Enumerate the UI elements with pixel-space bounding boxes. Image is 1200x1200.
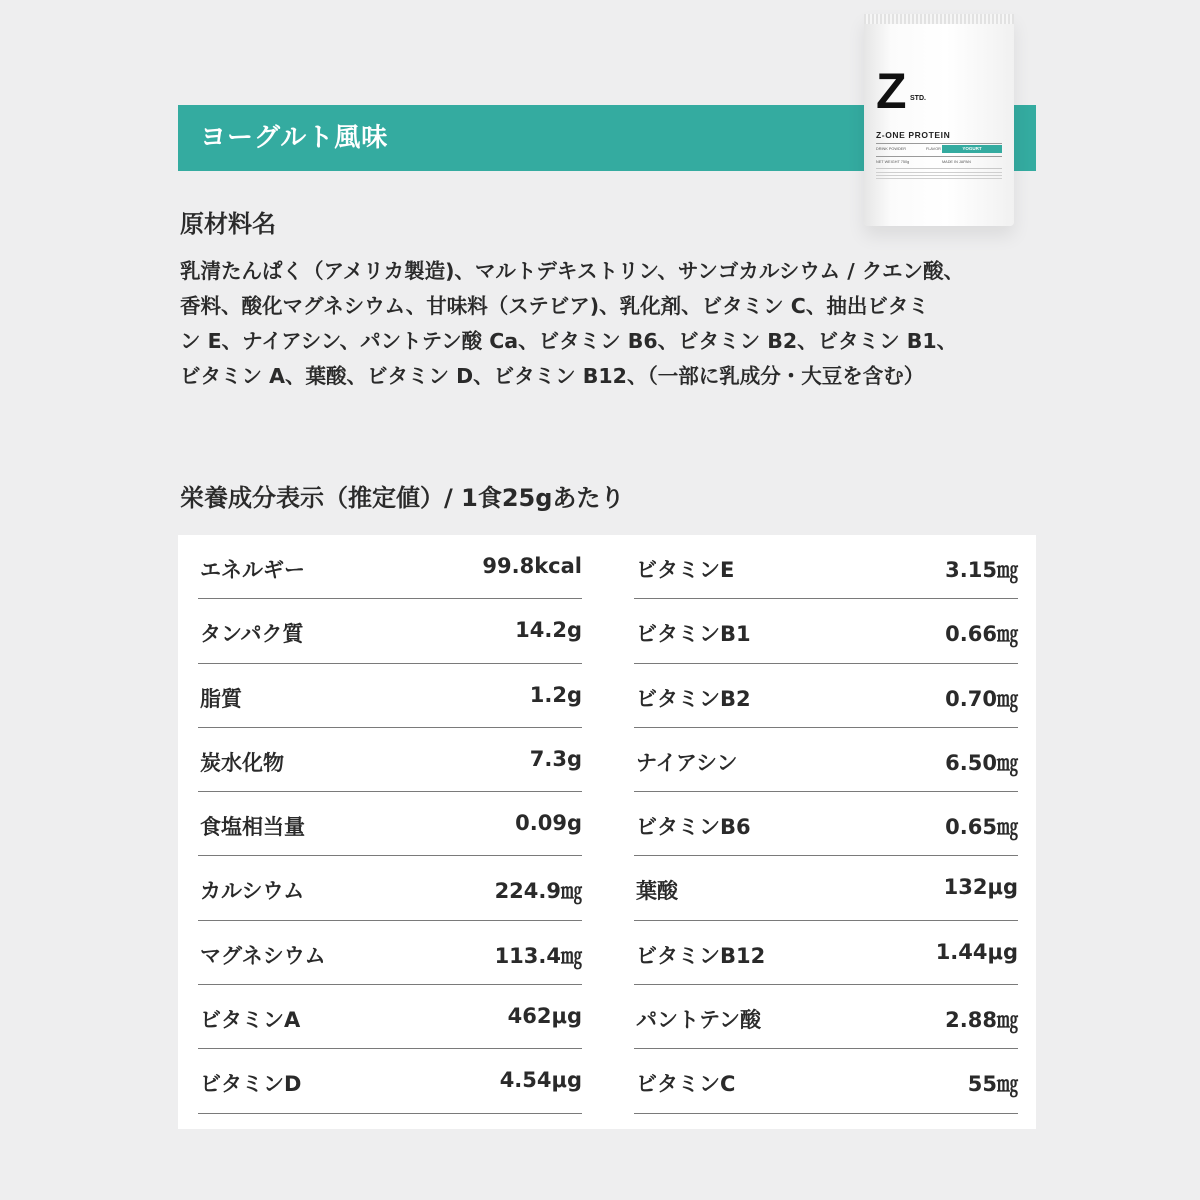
nutrition-row bbox=[198, 921, 582, 985]
nutrient-value: 3.15㎎ bbox=[945, 558, 1018, 582]
package-product-name: Z-ONE PROTEIN bbox=[876, 130, 951, 140]
nutrient-name: 葉酸 bbox=[636, 879, 678, 904]
nutrient-name: ビタミンB2 bbox=[636, 686, 751, 711]
nutrition-row bbox=[198, 664, 582, 728]
nutrition-row bbox=[634, 599, 1018, 663]
nutrition-heading: 栄養成分表示（推定値）/ 1食25gあたり bbox=[180, 484, 625, 512]
nutrition-row bbox=[634, 728, 1018, 792]
nutrition-row bbox=[198, 599, 582, 663]
nutrition-row bbox=[634, 856, 1018, 920]
package-flavor: YOGURT bbox=[942, 145, 1002, 153]
ingredients-text: 乳清たんぱく（アメリカ製造)、マルトデキストリン、サンゴカルシウム / クエン酸、 香料、酸化マグネシウム、甘味料（ステビア)、乳化剤、ビタミン C、抽出ビタミ ン E、ナイアシン、パントテン酸 Ca、ビタミン B6、ビタミン B2、ビタミン B1、 ビタミン A、葉酸、ビタミン D、ビタミン B12、（一部に乳成分・大豆を含む） bbox=[180, 259, 964, 388]
nutrient-name: カルシウム bbox=[200, 879, 305, 904]
nutrient-name: ビタミンB1 bbox=[636, 622, 751, 647]
nutrient-name: ビタミンD bbox=[200, 1072, 302, 1097]
nutrient-name: ナイアシン bbox=[636, 750, 738, 775]
nutrient-name: タンパク質 bbox=[200, 622, 304, 647]
nutrient-name: ビタミンC bbox=[636, 1072, 736, 1097]
nutrient-value: 0.09g bbox=[515, 811, 582, 836]
nutrition-row bbox=[198, 535, 582, 599]
package-weight: NET WEIGHT 750g bbox=[876, 160, 910, 164]
nutrition-row bbox=[198, 856, 582, 920]
nutrient-name: 脂質 bbox=[200, 686, 242, 711]
nutrition-row bbox=[634, 1049, 1018, 1113]
nutrition-row bbox=[634, 921, 1018, 985]
package-logo: Z bbox=[876, 63, 907, 119]
nutrition-row bbox=[198, 985, 582, 1049]
package-divider bbox=[876, 143, 1002, 144]
nutrient-name: マグネシウム bbox=[200, 943, 326, 968]
flavor-title: ヨーグルト風味 bbox=[200, 123, 389, 153]
nutrition-row bbox=[198, 728, 582, 792]
nutrition-row bbox=[198, 792, 582, 856]
nutrient-value: 55㎎ bbox=[967, 1072, 1018, 1097]
nutrient-name: ビタミンA bbox=[200, 1008, 301, 1033]
nutrient-value: 2.88㎎ bbox=[945, 1008, 1018, 1033]
nutrient-value: 4.54μg bbox=[499, 1068, 582, 1093]
nutrient-name: エネルギー bbox=[200, 558, 305, 582]
nutrient-value: 224.9㎎ bbox=[494, 879, 582, 904]
nutrient-value: 6.50㎎ bbox=[945, 750, 1018, 775]
package-origin: MADE IN JAPAN bbox=[942, 160, 971, 164]
nutrition-column-left bbox=[198, 535, 582, 1114]
nutrition-row bbox=[198, 1049, 582, 1113]
package-flavor-label: FLAVOR bbox=[926, 147, 941, 151]
nutrient-name: 食塩相当量 bbox=[200, 815, 305, 840]
nutrition-row bbox=[634, 792, 1018, 856]
nutrient-name: ビタミンE bbox=[636, 558, 735, 582]
nutrition-column-right bbox=[634, 535, 1018, 1114]
nutrient-value: 1.2g bbox=[529, 682, 582, 707]
package-type: DRINK POWDER bbox=[876, 147, 906, 151]
nutrient-value: 132μg bbox=[943, 875, 1018, 900]
nutrient-value: 0.65㎎ bbox=[945, 815, 1018, 840]
nutrient-name: ビタミンB12 bbox=[636, 943, 766, 968]
package-divider bbox=[876, 168, 1002, 169]
package-divider bbox=[876, 156, 1002, 157]
nutrient-value: 7.3g bbox=[529, 746, 582, 771]
nutrition-row bbox=[634, 985, 1018, 1049]
nutrition-row bbox=[634, 664, 1018, 728]
nutrient-value: 0.66㎎ bbox=[945, 622, 1018, 647]
nutrition-table bbox=[178, 535, 1036, 1129]
nutrient-value: 113.4㎎ bbox=[494, 943, 582, 968]
package-logo-suffix: STD. bbox=[910, 95, 926, 102]
nutrient-value: 14.2g bbox=[515, 618, 582, 643]
nutrient-value: 0.70㎎ bbox=[945, 686, 1018, 711]
package-fine-print bbox=[876, 172, 1002, 173]
ingredients-heading: 原材料名 bbox=[180, 210, 276, 238]
nutrient-value: 462μg bbox=[507, 1004, 582, 1029]
nutrient-value: 99.8kcal bbox=[482, 554, 582, 578]
product-package-image bbox=[864, 14, 1014, 226]
nutrient-name: 炭水化物 bbox=[200, 750, 284, 775]
nutrient-value: 1.44μg bbox=[935, 939, 1018, 964]
nutrition-row bbox=[634, 535, 1018, 599]
nutrient-name: ビタミンB6 bbox=[636, 815, 751, 840]
nutrient-name: パントテン酸 bbox=[636, 1008, 761, 1033]
